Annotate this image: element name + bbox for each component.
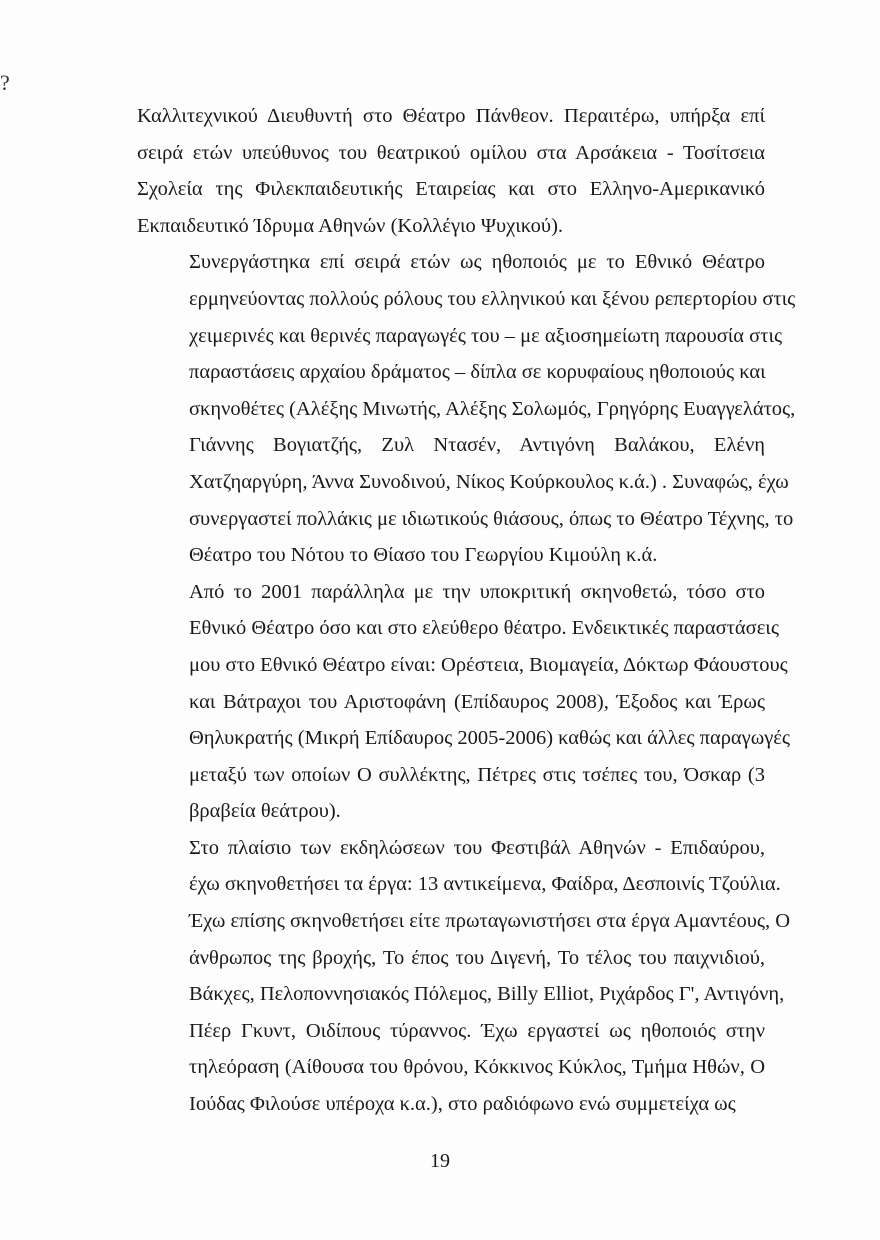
text-line: Θηλυκρατής (Μικρή Επίδαυρος 2005-2006) καθώς και άλλες παραγωγές (189, 727, 791, 750)
text-line: Εκπαιδευτικό Ίδρυμα Αθηνών (Κολλέγιο Ψυχικού). (137, 214, 564, 237)
text-line: άνθρωπος της βροχής, Το έπος του Διγενή, Το τέλος του παιχνιδιού, (189, 946, 765, 969)
text-line: τηλεόραση (Αίθουσα του θρόνου, Κόκκινος Κύκλος, Τμήμα Ηθών, Ο (189, 1056, 765, 1079)
text-line: Συνεργάστηκα επί σειρά ετών ως ηθοποιός με το Εθνικό Θέατρο (189, 251, 765, 274)
text-line: Θέατρο του Νότου το Θίασο του Γεωργίου Κιμούλη κ.ά. (189, 544, 658, 567)
paragraph (137, 98, 765, 244)
body-text (137, 98, 796, 1123)
text-line: και Βάτραχοι του Αριστοφάνη (Επίδαυρος 2008), Έξοδος και Έρως (189, 690, 765, 713)
text-line: σκηνοθέτες (Αλέξης Μινωτής, Αλέξης Σολωμός, Γρηγόρης Ευαγγελάτος, (189, 397, 796, 420)
text-line: Χατζηαργύρη, Άννα Συνοδινού, Νίκος Κούρκουλος κ.ά.) . Συναφώς, έχω (189, 470, 789, 493)
text-line: ερμηνεύοντας πολλούς ρόλους του ελληνικού και ξένου ρεπερτορίου στις (189, 287, 796, 310)
text-line: Έχω επίσης σκηνοθετήσει είτε πρωταγωνιστήσει στα έργα Αμαντέους, Ο (189, 910, 791, 933)
text-line: μου στο Εθνικό Θέατρο είναι: Ορέστεια, Βιομαγεία, Δόκτωρ Φάουστους (189, 653, 788, 676)
paragraph (137, 574, 791, 830)
text-line: χειμερινές και θερινές παραγωγές του – με αξιοσημείωτη παρουσία στις (189, 324, 783, 347)
text-line: Πέερ Γκυντ, Οιδίπους τύραννος. Έχω εργαστεί ως ηθοποιός στην (189, 1019, 765, 1042)
text-line: Στο πλαίσιο των εκδηλώσεων του Φεστιβάλ Αθηνών - Επιδαύρου, (189, 836, 765, 859)
paragraph (137, 244, 796, 573)
text-line: έχω σκηνοθετήσει τα έργα: 13 αντικείμενα, Φαίδρα, Δεσποινίς Τζούλια. (189, 873, 781, 896)
text-line: παραστάσεις αρχαίου δράματος – δίπλα σε κορυφαίους ηθοποιούς και (189, 361, 766, 384)
text-line: μεταξύ των οποίων Ο συλλέκτης, Πέτρες στις τσέπες του, Όσκαρ (3 (189, 763, 765, 786)
text-line: σειρά ετών υπεύθυνος του θεατρικού ομίλου στα Αρσάκεια - Τοσίτσεια (137, 141, 765, 164)
text-line: βραβεία θεάτρου). (189, 800, 341, 823)
text-line: Σχολεία της Φιλεκπαιδευτικής Εταιρείας και στο Ελληνο-Αμερικανικό (137, 178, 765, 201)
paragraph (137, 830, 791, 1123)
text-line: Καλλιτεχνικού Διευθυντή στο Θέατρο Πάνθεον. Περαιτέρω, υπήρξα επί (137, 105, 765, 127)
text-line: Εθνικό Θέατρο όσο και στο ελεύθερο θέατρο. Ενδεικτικές παραστάσεις (189, 617, 779, 640)
page-number: 19 (430, 1150, 450, 1172)
text-line: Ιούδας Φιλούσε υπέροχα κ.α.), στο ραδιόφωνο ενώ συμμετείχα ως (189, 1093, 736, 1116)
text-line: Γιάννης Βογιατζής, Ζυλ Ντασέν, Αντιγόνη Βαλάκου, Ελένη (189, 434, 765, 457)
text-line: συνεργαστεί πολλάκις με ιδιωτικούς θιάσους, όπως το Θέατρο Τέχνης, το (189, 507, 794, 530)
text-line: Βάκχες, Πελοποννησιακός Πόλεμος, Billy Elliot, Ριχάρδος Γ', Αντιγόνη, (189, 983, 785, 1006)
text-line: Από το 2001 παράλληλα με την υποκριτική σκηνοθετώ, τόσο στο (189, 580, 765, 603)
corner-mark: ? (0, 70, 10, 95)
